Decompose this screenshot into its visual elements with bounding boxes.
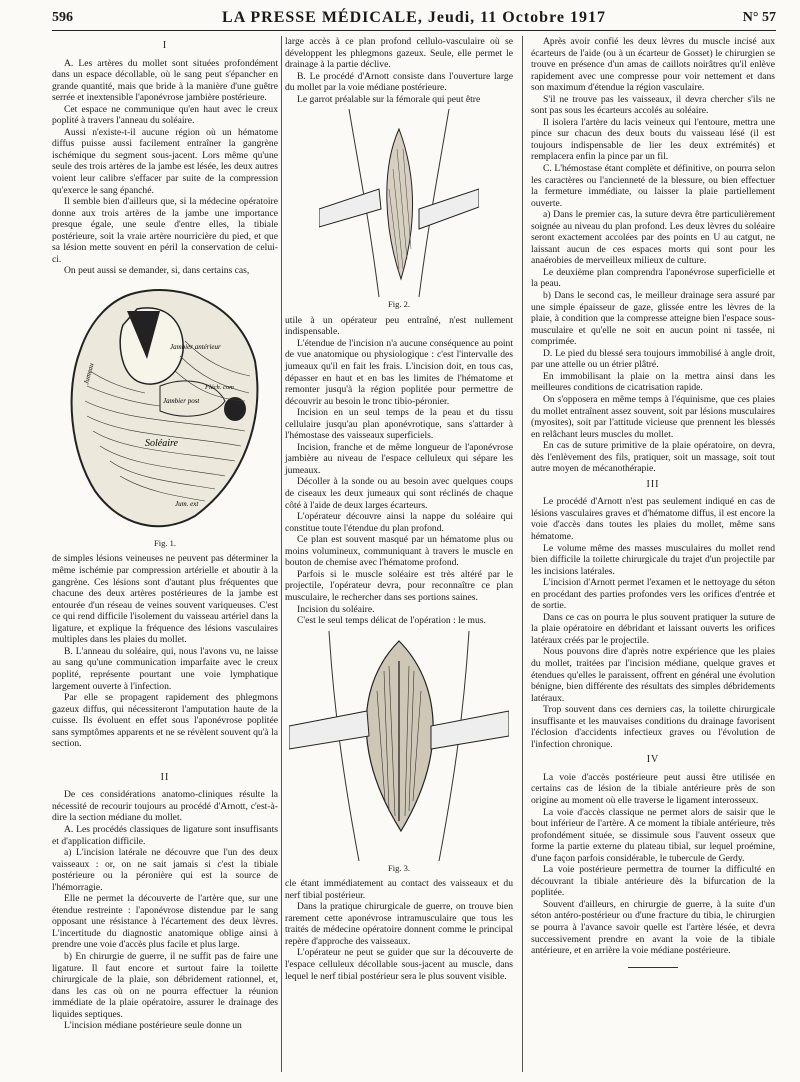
- paragraph: b) Dans le second cas, le meilleur drainage sera assuré par une simple épaisseur de gaze, glissée entre les lèvres de la plaie, à condition que la compresse atteigne bien l'espace sous-musculaire et qu'elle ne soit en aucun point ni tassée, ni comprimée.: [531, 290, 775, 348]
- paragraph: D. Le pied du blessé sera toujours immobilisé à angle droit, par une attelle ou un étrier plâtré.: [531, 347, 775, 371]
- paragraph: C. L'hémostase étant complète et définitive, on pourra selon les caractères ou l'ancienneté de la blessure, ou bien effectuer la fermeture immédiate, ou laisser la plaie partiellement ouverte.: [531, 163, 775, 209]
- paragraph: La voie postérieure permettra de tourner la difficulté en découvrant la tibiale antérieure dès la bifurcation de la poplitée.: [531, 864, 775, 899]
- paragraph: Dans ce cas on pourra le plus souvent pratiquer la suture de la plaie opératoire en débridant et laissant ouverts les orifices latéraux créés par le projectile.: [531, 611, 775, 646]
- label-jambier-anterieur: Jambier antérieur: [170, 342, 221, 351]
- paragraph: cle étant immédiatement au contact des vaisseaux et du nerf tibial postérieur.: [285, 878, 513, 901]
- paragraph: a) Dans le premier cas, la suture devra être particulièrement soignée au niveau du plan profond. Les deux lèvres du soléaire seront exactement accolées par des points en U au catgut, ne laissant aucun de ces espaces morts qui sont pour les anaérobies de merveilleux milieux de culture.: [531, 209, 775, 267]
- page-header: [52, 8, 776, 31]
- journal-title: LA PRESSE MÉDICALE, Jeudi, 11 Octobre 1917: [222, 9, 606, 26]
- incision-figure-3: [289, 631, 509, 861]
- label-soleaire: Soléaire: [145, 437, 178, 449]
- paragraph: De ces considérations anatomo-cliniques résulte la nécessité de recourir toujours au procédé d'Arnott, c'est-à-dire la section médiane du mollet.: [52, 789, 278, 824]
- paragraph: Trop souvent dans ces derniers cas, la toilette chirurgicale insuffisante et les mauvaises conditions du drainage favorisent l'éclosion d'accidents infectieux graves ou l'évolution de l'infection chronique.: [531, 704, 775, 750]
- incision-figure-2: [319, 109, 479, 297]
- label-flechisseur: Fléch. com: [205, 383, 234, 391]
- label-jambier-posterieur: Jambier post: [163, 396, 200, 405]
- paragraph: Ce plan est souvent masqué par un hématome plus ou moins volumineux, communiquant à travers le muscle en bouton de chemise avec l'hématome profond.: [285, 534, 513, 569]
- paragraph: C'est le seul temps délicat de l'opération : le mus.: [297, 615, 486, 627]
- paragraph: Le volume même des masses musculaires du mollet rend bien difficile la toilette chirurgicale du trajet d'un projectile par les incisions latérales.: [531, 542, 775, 577]
- paragraph: a) L'incision latérale ne découvre que l'un des deux vaisseaux : or, on ne sait jamais si c'est la tibiale postérieure ou la péronière qui est la source de l'hémorragie.: [52, 847, 278, 893]
- paragraph: Parfois si le muscle soléaire est très altéré par le projectile, l'opérateur devra, pour reconnaître ce plan musculaire, le rechercher dans ses portions saines.: [285, 568, 513, 603]
- end-rule: [628, 967, 678, 968]
- paragraph: Incision en un seul temps de la peau et du tissu cellulaire jusqu'au plan aponévrotique, sans s'attarder à l'hémostase des vaisseaux superficiels.: [285, 407, 513, 442]
- issue-number: N° 57: [742, 10, 776, 25]
- paragraph: L'opérateur découvre ainsi la nappe du soléaire qui constitue toute l'étendue du plan profond.: [285, 511, 513, 534]
- paragraph: A. Les artères du mollet sont situées profondément dans un espace décollable, où le sang peut s'épancher en grande quantité, mais que bride à la manière d'une guêtre serrée et inextensible l'aponévrose jambière postérieure.: [52, 57, 278, 104]
- paragraph: Aussi n'existe-t-il aucune région où un hématome diffus puisse aussi facilement entraîner la gangrène ischémique du segment sous-jacent. Lors même qu'une seule des trois artères de la jambe est lésée, les deux autres voient leur calibre s'effacer par suite de la compression qu'exerce le sang épanché.: [52, 126, 278, 196]
- figure-caption: Fig. 2.: [388, 299, 410, 310]
- leg-cross-section-figure: [65, 281, 265, 536]
- paragraph: A. Les procédés classiques de ligature sont insuffisants et d'application difficile.: [52, 823, 278, 847]
- paragraph: Il semble bien d'ailleurs que, si la médecine opératoire donne aux trois artères de la jambe une importance presque égale, une seule d'entre elles, la tibiale postérieure, soit la vraie artère nourricière du pied, et que sa lésion mette souvent en péril la conservation de celui-ci.: [52, 196, 278, 265]
- paragraph: Nous pouvons dire d'après notre expérience que les plaies du mollet, traitées par l'incision médiane, quelque graves et étendues qu'elles le paraissent, offrent en général une évolution bénigne, bien différente des résultats des simples débridements latéraux.: [531, 646, 775, 704]
- section-heading: IV: [646, 754, 660, 766]
- figure-caption: Fig. 1.: [154, 537, 176, 548]
- paragraph: Décoller à la sonde ou au besoin avec quelques coups de ciseaux les deux jumeaux qui sont réclinés de chaque côté à l'aide de deux larges écarteurs.: [285, 476, 513, 511]
- paragraph: b) En chirurgie de guerre, il ne suffit pas de faire une ligature. Il faut encore et surtout faire la toilette chirurgicale de la plaie, son débridement rationnel, et, dans les cas où on ne pourra effectuer la réunion immédiate de la plaie opératoire, assurer le drainage des liquides septiques.: [52, 950, 278, 1020]
- figure-caption: Fig. 3.: [388, 862, 410, 873]
- paragraph: La voie d'accès postérieure peut aussi être utilisée en certains cas de lésion de la tibiale antérieure près de son origine au moment où elle traverse le ligament interosseux.: [531, 771, 775, 806]
- paragraph: utile à un opérateur peu entraîné, n'est nullement indispensable.: [285, 314, 513, 338]
- paragraph: L'incision médiane postérieure seule donne un: [64, 1020, 242, 1032]
- paragraph: Incision, franche et de même longueur de l'aponévrose jambière au niveau de l'espace celluleux qui sépare les jumeaux.: [285, 441, 513, 476]
- paragraph: Par elle se propagent rapidement des phlegmons gazeux diffus, qui nécessiteront l'amputation haute de la cuisse. Ils évoluent en effet sous l'aponévrose poplitée sans symptômes apparents et ne se révèlent souvent qu'à la section.: [52, 692, 278, 750]
- paragraph: Il isolera l'artère du lacis veineux qui l'entoure, mettra une pince sur chacun des deux bouts du vaisseau lésé (il est toujours indispensable de lier les deux extrémités) et remplacera enfin la pince par un fil.: [531, 116, 775, 163]
- paragraph: Elle ne permet la découverte de l'artère que, sur une étendue restreinte : l'aponévrose distendue par le sang opposant une résistance à l'écartement des deux lèvres. L'incertitude du diagnostic anatomique oblige ainsi à prendre une voie d'accès plus facile et plus large.: [52, 893, 278, 951]
- column-rule: [522, 36, 523, 1072]
- column-rule: [281, 36, 282, 1072]
- paragraph: Après avoir confié les deux lèvres du muscle incisé aux écarteurs de l'aide (ou à un écarteur de Gosset) le chirurgien se trouve en présence d'un amas de caillots noirâtres qu'il enlève rapidement avec une compresse pour voir nettement et dans son maximum d'étendue la région vasculaire.: [531, 36, 775, 94]
- paragraph: Souvent d'ailleurs, en chirurgie de guerre, à la suite d'un séton antéro-postérieur ou d'une fracture du tibia, le chirurgien se pourra à l'avance savoir quelle est l'artère lésée, et devra successivement prendre en avant la voie de la tibiale antérieure, et en arrière la voie médiane postérieure.: [531, 898, 775, 957]
- column-1: [52, 36, 278, 1032]
- paragraph: La voie d'accès classique ne permet alors de saisir que le bout inférieur de l'artère. A ce moment la tibiale antérieure, très profondément située, se dissimule sous l'auvent osseux que forme la partie externe du plateau tibial, sur lequel proémine, d'une façon parfois considérable, le tubercule de Gerdy.: [531, 806, 775, 864]
- paragraph: L'incision d'Arnott permet l'examen et le nettoyage du séton en procédant des parties profondes vers les orifices d'entrée et de sortie.: [531, 577, 775, 612]
- label-jumeau: Jumeau: [82, 362, 96, 386]
- label-jumeau-externe: Jum. ext: [175, 499, 199, 508]
- paragraph: L'opérateur ne peut se guider que sur la découverte de l'espace celluleux décollable sous-jacent au muscle, dans lequel le nerf tibial postérieur sera le plus souvent visible.: [285, 947, 513, 982]
- paragraph: large accès à ce plan profond cellulo-vasculaire où se développent les phlegmons gazeux. Seule, elle permet le drainage à la partie déclive.: [285, 36, 513, 71]
- paragraph: Le garrot préalable sur la fémorale qui peut être: [297, 93, 481, 105]
- section-heading: I: [162, 40, 168, 51]
- column-2: [285, 36, 513, 982]
- paragraph: Cet espace ne communique qu'en haut avec le creux poplité à travers l'anneau du soléaire.: [52, 103, 278, 127]
- paragraph: Dans la pratique chirurgicale de guerre, on trouve bien rarement cette aponévrose intramusculaire que tous les traités de médecine opératoire donnent comme le principal repère d'approche des vaisseaux.: [285, 901, 513, 947]
- paragraph: S'il ne trouve pas les vaisseaux, il devra chercher s'ils ne sont pas sous les écarteurs accolés au soléaire.: [531, 93, 775, 117]
- paragraph: de simples lésions veineuses ne peuvent pas déterminer la même ischémie par compression artérielle et aboutir à la gangrène. Ces lésions sont d'autant plus fréquentes que chacune des deux artères postérieures de la jambe est entourée d'un réseau de veines souvent variqueuses. C'est ce qui rend difficile l'isolement du vaisseau artériel dans la ligature, et explique la fréquence des lésions vasculaires multiples dans les plaies du mollet.: [52, 553, 278, 646]
- paragraph: L'étendue de l'incision n'a aucune conséquence au point de vue anatomique ou physiologique : c'est l'intervalle des jumeaux qu'il en fait les frais. L'incision doit, en tous cas, dépasser en haut et en bas les limites de l'hématome et remonter jusqu'à la région poplitée pour permettre de découvrir au besoin le tronc tibio-péronier.: [285, 337, 513, 407]
- section-heading: II: [160, 771, 170, 783]
- paragraph: Incision du soléaire.: [297, 603, 375, 615]
- section-heading: III: [646, 478, 660, 490]
- paragraph: En cas de suture primitive de la plaie opératoire, on devra, dès l'enlèvement des fils, pratiquer, soit un massage, soit tout autre moyen de mécanothérapie.: [531, 440, 775, 475]
- column-3: [531, 36, 775, 968]
- page-number: 596: [52, 10, 73, 25]
- paragraph: B. L'anneau du soléaire, qui, nous l'avons vu, ne laisse au sang qu'une communication imparfaite avec le creux poplité, représente pourtant une voie lymphatique largement ouverte à l'infection.: [52, 645, 278, 692]
- paragraph: On s'opposera en même temps à l'équinisme, que ces plaies du mollet entraînent assez souvent, soit par lésions musculaires (myosites), soit par l'attitude vicieuse que prennent les blessés en relâchant leurs muscles du mollet.: [531, 393, 775, 440]
- paragraph: Le procédé d'Arnott n'est pas seulement indiqué en cas de lésions vasculaires graves et d'hématome diffus, il est encore la voie d'accès dans toutes les plaies du mollet, même sans hématome.: [531, 496, 775, 542]
- paragraph: On peut aussi se demander, si, dans certains cas,: [64, 265, 250, 277]
- paragraph: B. Le procédé d'Arnott consiste dans l'ouverture large du mollet par la voie médiane postérieure.: [285, 70, 513, 94]
- paragraph: En immobilisant la plaie on la mettra ainsi dans les meilleures conditions de cicatrisation rapide.: [531, 370, 775, 394]
- paragraph: Le deuxième plan comprendra l'aponévrose superficielle et la peau.: [531, 266, 775, 290]
